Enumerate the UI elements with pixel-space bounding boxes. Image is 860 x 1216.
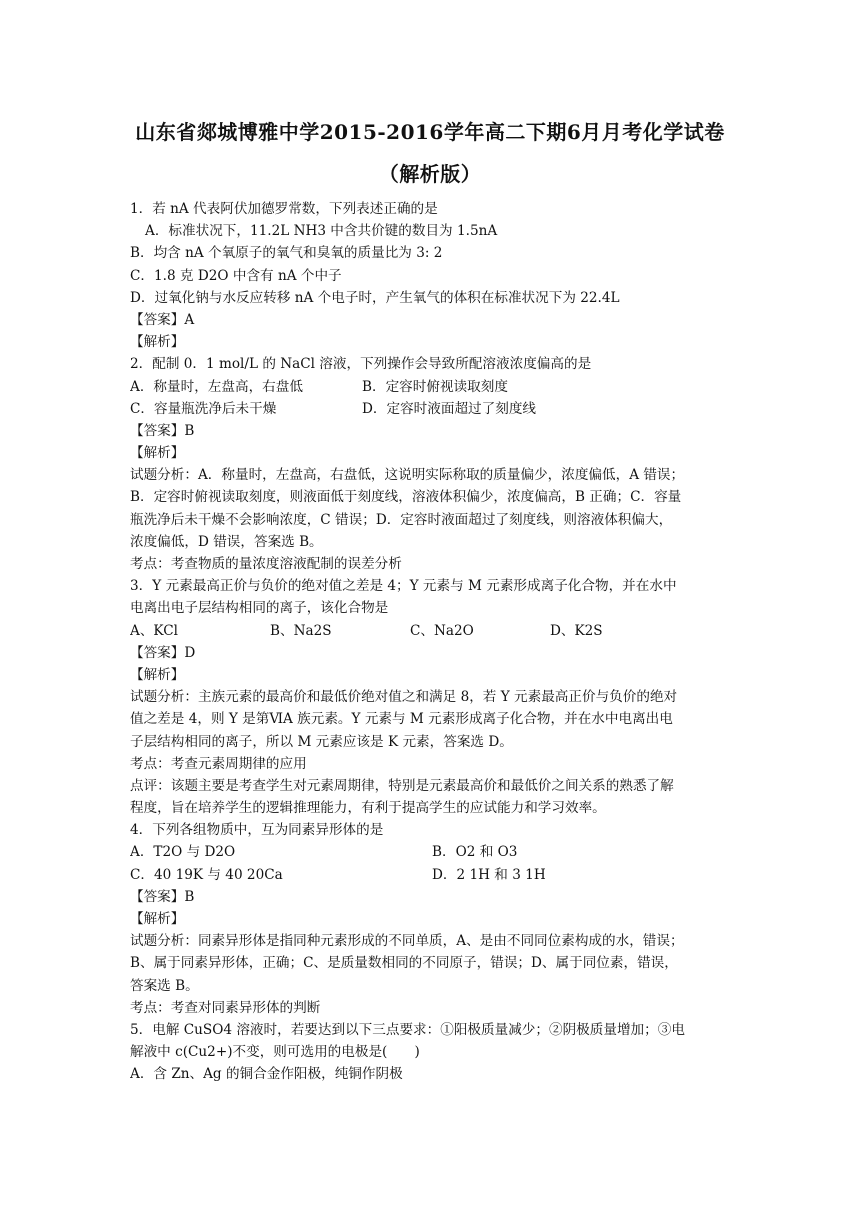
q1-stem: 1．若 nA 代表阿伏加德罗常数，下列表述正确的是 bbox=[130, 201, 438, 217]
q3-options bbox=[130, 620, 734, 642]
q2-option-b: B．定容时俯视读取刻度 bbox=[362, 378, 508, 395]
document-body bbox=[130, 198, 734, 1086]
q1-analysis-label: 【解析】 bbox=[130, 334, 185, 351]
q4-answer: 【答案】B bbox=[130, 888, 195, 905]
q3-analysis-label: 【解析】 bbox=[130, 666, 185, 683]
q1-option-d: D．过氧化钠与水反应转移 nA 个电子时，产生氧气的体积在标准状况下为 22.4L bbox=[130, 289, 620, 306]
q1-option-c: C．1.8 克 D2O 中含有 nA 个中子 bbox=[130, 267, 342, 284]
q2-analysis-label: 【解析】 bbox=[130, 445, 185, 462]
q2-answer: 【答案】B bbox=[130, 422, 195, 439]
q3-option-a: A、KCl bbox=[130, 622, 178, 639]
q4-explanation-3: 答案选 B。 bbox=[130, 977, 199, 994]
q3-explanation-3: 子层结构相同的离子，所以 M 元素应该是 K 元素，答案选 D。 bbox=[130, 733, 513, 750]
q3-answer: 【答案】D bbox=[130, 644, 196, 661]
q5-stem-1: 5．电解 CuSO4 溶液时，若要达到以下三点要求：①阳极质量减少；②阴极质量增加；③电 bbox=[130, 1021, 685, 1038]
document-title: 山东省郯城博雅中学2015-2016学年高二下期6月月考化学试卷 bbox=[135, 120, 725, 144]
q2-options-ab bbox=[130, 376, 734, 398]
q5-stem-2: 解液中 c(Cu2+)不变，则可选用的电极是( ) bbox=[130, 1044, 420, 1061]
q1-option-b: B．均含 nA 个氧原子的氧气和臭氧的质量比为 3: 2 bbox=[130, 245, 443, 262]
q5-option-a: A．含 Zn、Ag 的铜合金作阳极，纯铜作阴极 bbox=[130, 1066, 403, 1083]
q3-comment-1: 点评：该题主要是考查学生对元素周期律，特别是元素最高价和最低价之间关系的熟悉了解 bbox=[130, 777, 674, 794]
q3-knowledge-point: 考点：考查元素周期律的应用 bbox=[130, 755, 307, 772]
document-subtitle: （解析版） bbox=[378, 162, 482, 186]
q3-explanation-1: 试题分析：主族元素的最高价和最低价绝对值之和满足 8，若 Y 元素最高正价与负价的绝对 bbox=[130, 689, 678, 706]
q4-analysis-label: 【解析】 bbox=[130, 911, 185, 927]
q1-option-a: A．标准状况下，11.2L NH3 中含共价键的数目为 1.5nA bbox=[145, 223, 498, 240]
q4-stem: 4．下列各组物质中，互为同素异形体的是 bbox=[130, 822, 384, 839]
q2-option-c: C．容量瓶洗净后未干燥 bbox=[130, 400, 277, 417]
q3-stem-2: 电离出电子层结构相同的离子，该化合物是 bbox=[130, 600, 389, 617]
q1-answer: 【答案】A bbox=[130, 311, 195, 328]
q2-explanation-2: B．定容时俯视读取刻度，则液面低于刻度线，溶液体积偏少，浓度偏高，B 正确；C．容量 bbox=[130, 489, 682, 506]
q3-option-c: C、Na2O bbox=[410, 622, 474, 639]
q2-explanation-1: 试题分析：A．称量时，左盘高，右盘低，这说明实际称取的质量偏少，浓度偏低，A 错误； bbox=[130, 467, 685, 484]
q3-stem-1: 3．Y 元素最高正价与负价的绝对值之差是 4；Y 元素与 M 元素形成离子化合物，并在水中 bbox=[130, 578, 677, 595]
q4-option-d: D．2 1H 和 3 1H bbox=[432, 866, 546, 883]
q3-option-b: B、Na2S bbox=[270, 622, 332, 639]
q4-knowledge-point: 考点：考查对同素异形体的判断 bbox=[130, 999, 321, 1016]
q2-explanation-4: 浓度偏低，D 错误，答案选 B。 bbox=[130, 533, 323, 550]
q2-options-cd bbox=[130, 398, 734, 420]
q4-option-b: B．O2 和 O3 bbox=[432, 844, 518, 861]
q4-explanation-2: B、属于同素异形体，正确；C、是质量数相同的不同原子，错误；D、属于同位素，错误， bbox=[130, 955, 678, 972]
q4-explanation-1: 试题分析：同素异形体是指同种元素形成的不同单质，A、是由不同同位素构成的水，错误； bbox=[130, 933, 684, 950]
q2-option-a: A．称量时，左盘高，右盘低 bbox=[130, 378, 303, 395]
q3-comment-2: 程度，旨在培养学生的逻辑推理能力，有利于提高学生的应试能力和学习效率。 bbox=[130, 800, 606, 817]
q2-knowledge-point: 考点：考查物质的量浓度溶液配制的误差分析 bbox=[130, 556, 402, 572]
q4-option-c: C．40 19K 与 40 20Ca bbox=[130, 866, 283, 883]
q2-explanation-3: 瓶洗净后未干燥不会影响浓度，C 错误；D．定容时液面超过了刻度线，则溶液体积偏大， bbox=[130, 511, 673, 528]
q3-explanation-2: 值之差是 4，则 Y 是第ⅥA 族元素。Y 元素与 M 元素形成离子化合物，并在水中电离出电 bbox=[130, 711, 673, 728]
q2-stem: 2．配制 0．1 mol/L 的 NaCl 溶液，下列操作会导致所配溶液浓度偏高的是 bbox=[130, 356, 592, 373]
q2-option-d: D．定容时液面超过了刻度线 bbox=[362, 400, 537, 417]
q4-options-ab bbox=[130, 841, 734, 863]
q4-option-a: A．T2O 与 D2O bbox=[130, 844, 236, 861]
q3-option-d: D、K2S bbox=[550, 622, 603, 639]
q4-options-cd bbox=[130, 864, 734, 886]
